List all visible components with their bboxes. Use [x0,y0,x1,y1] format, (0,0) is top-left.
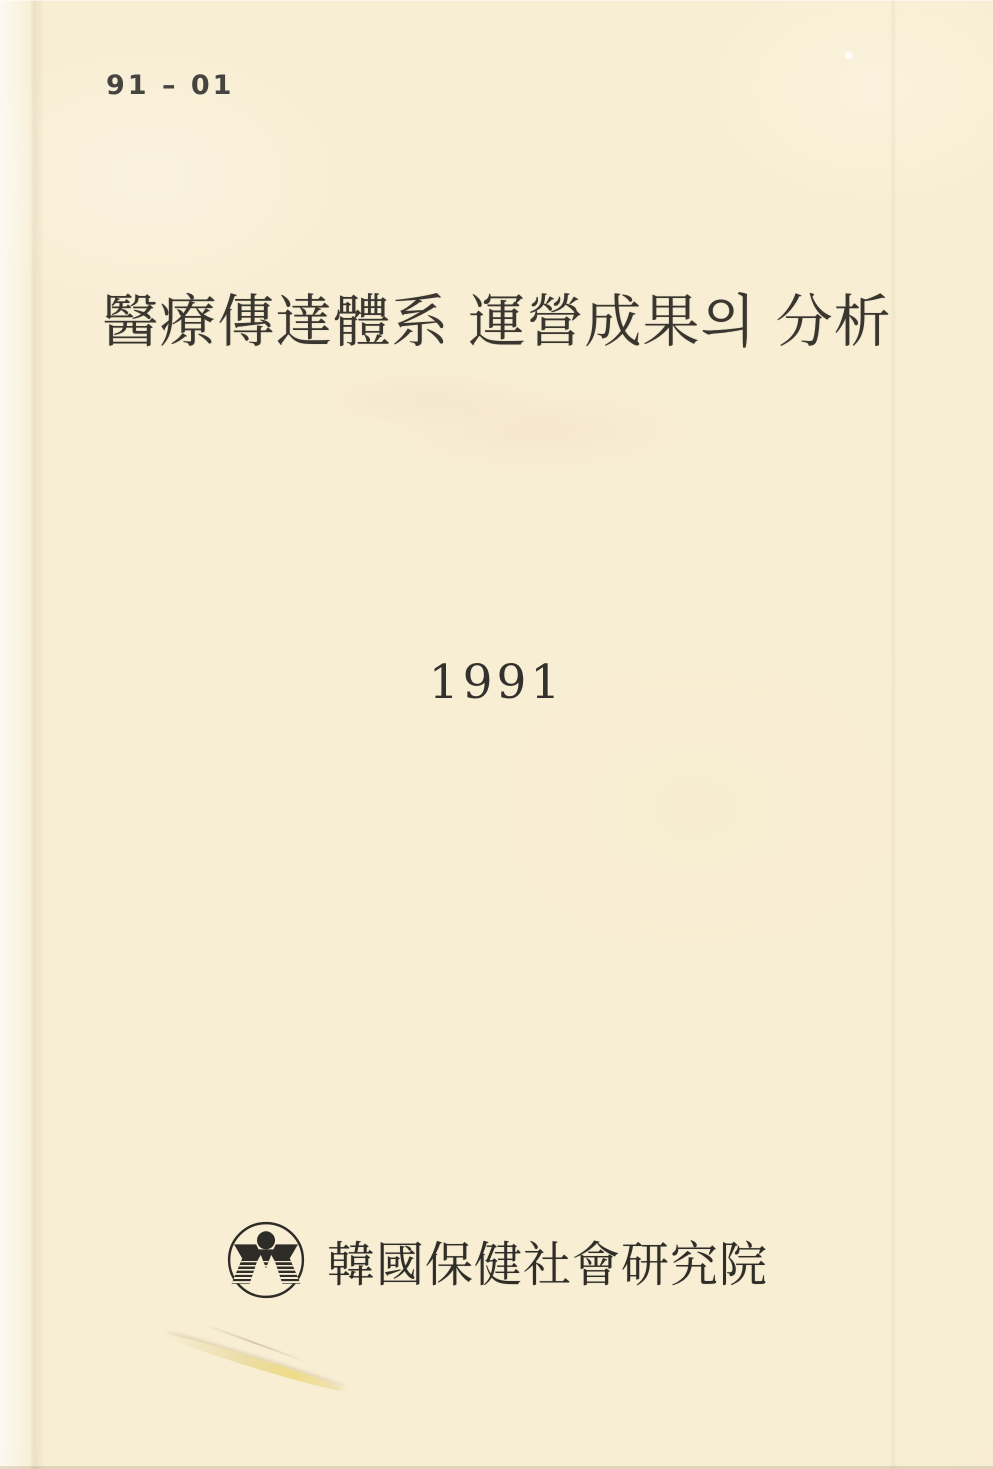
institute-logo-icon [225,1218,307,1302]
publisher-name: 韓國保健社會研究院 [326,1236,768,1293]
publisher-row [0,1218,993,1302]
report-number: 91 – 01 [106,70,235,101]
publication-year: 1991 [428,655,565,710]
cover-title: 醫療傳達體系 運營成果의 分析 [101,289,892,355]
paper-speck [845,52,852,59]
scratch-mark [163,1330,348,1395]
